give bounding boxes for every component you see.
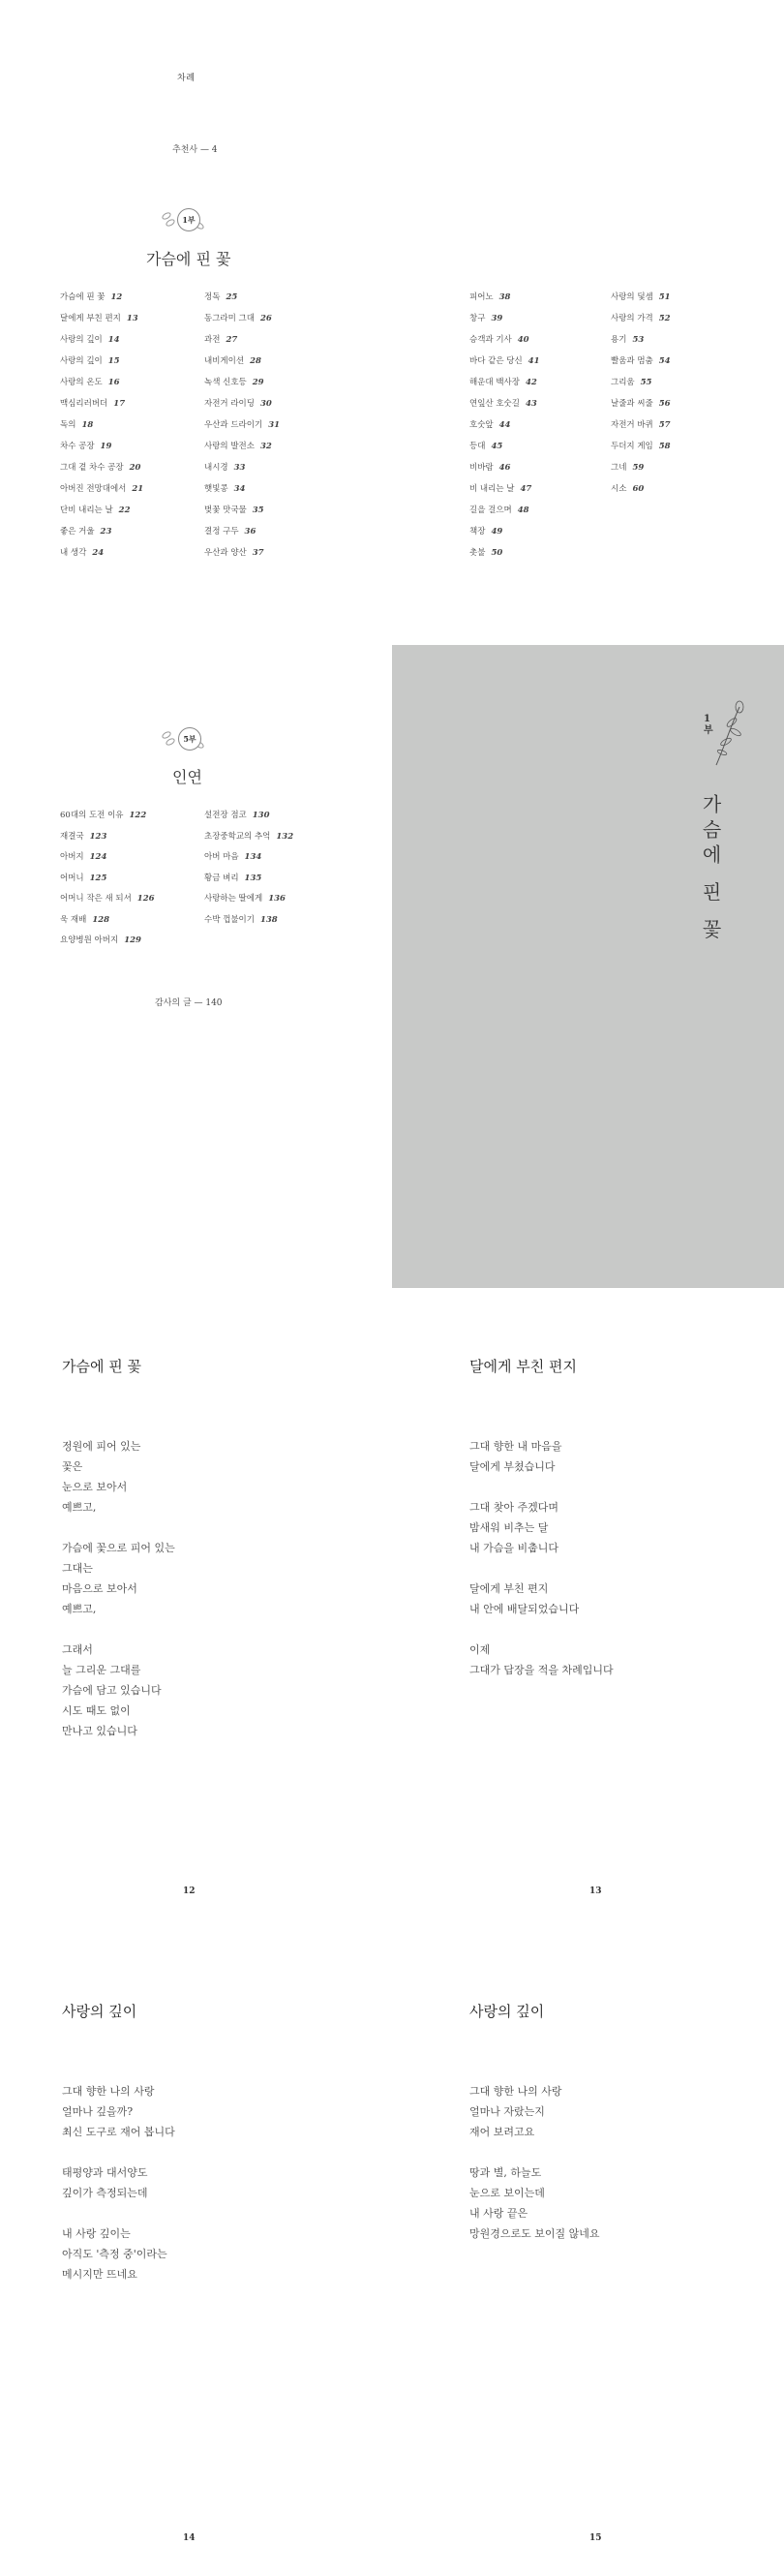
toc-entry-page: 29 (252, 378, 264, 387)
toc-entry-title: 내시경 (204, 463, 228, 473)
toc-entry (204, 809, 270, 820)
toc-entry (469, 312, 502, 323)
toc-entry (204, 354, 261, 366)
toc-entry (611, 418, 671, 430)
toc-entry-page: 124 (89, 852, 107, 862)
poem-line: 만나고 있습니다 (62, 1725, 137, 1737)
toc-entry-title: 승객과 기사 (469, 335, 512, 345)
part5-badge: 5부 (178, 727, 201, 751)
toc-entry-page: 44 (498, 420, 511, 430)
toc-entry-page: 52 (658, 314, 671, 323)
toc-entry-title: 책장 (469, 527, 486, 537)
part1-badge: 1부 (177, 208, 200, 231)
toc-entry-title: 벚꽃 맛국물 (204, 506, 247, 515)
toc-entry-title: 사랑의 가격 (611, 314, 653, 323)
toc-entry-page: 12 (110, 292, 123, 302)
toc-entry-title: 황금 벼리 (204, 873, 239, 883)
toc-entry (204, 376, 264, 387)
toc-entry-page: 55 (640, 378, 652, 387)
toc-entry-title: 과전 (204, 335, 221, 345)
poem-line: 눈으로 보아서 (62, 1481, 128, 1493)
toc-entry-page: 134 (244, 852, 262, 862)
toc-entry (60, 461, 140, 473)
toc-entry-title: 사랑의 덫셈 (611, 292, 653, 302)
toc-entry (611, 461, 644, 473)
toc-entry-page: 31 (268, 420, 281, 430)
afterword-entry: 감사의 글 — 140 (155, 998, 223, 1008)
toc-entry (204, 892, 286, 904)
toc-entry (204, 418, 280, 430)
toc-entry-page: 28 (250, 356, 261, 366)
toc-entry-title: 정독 (204, 292, 221, 302)
toc-entry-title: 60대의 도전 이유 (60, 811, 124, 820)
toc-entry (60, 291, 122, 302)
toc-entry-page: 58 (658, 442, 671, 451)
toc-entry (60, 809, 146, 820)
toc-entry-title: 초장중학교의 추억 (204, 831, 271, 842)
poem-line: 예쁘고, (62, 1501, 97, 1514)
part1-title: 가슴에 핀 꽃 (146, 250, 231, 268)
toc-entry-title: 녹색 신호등 (204, 378, 247, 387)
toc-entry-page: 20 (129, 463, 141, 473)
toc-entry-page: 24 (92, 548, 105, 558)
toc-entry-title: 자전거 바퀴 (611, 420, 653, 430)
toc-entry-page: 30 (259, 399, 272, 409)
toc-entry-page: 136 (268, 894, 286, 904)
toc-entry (469, 482, 531, 494)
toc-entry (611, 397, 671, 409)
toc-entry (204, 397, 272, 409)
toc-entry (60, 525, 111, 537)
poem-line: 그대는 (62, 1562, 93, 1575)
toc-entry-page: 34 (233, 484, 246, 494)
poem-line: 내 사랑 깊이는 (62, 2227, 131, 2240)
poem-line: 내 안에 배달되었습니다 (469, 1603, 580, 1615)
toc-entry (60, 482, 143, 494)
toc-entry-title: 연잎산 호숫길 (469, 399, 520, 409)
toc-entry (60, 830, 106, 842)
toc-entry-title: 비 내리는 날 (469, 484, 515, 494)
toc-entry-title: 좋은 거울 (60, 527, 95, 537)
toc-entry-title: 그리움 (611, 378, 635, 387)
toc-entry-page: 135 (244, 873, 262, 883)
toc-entry (60, 333, 120, 345)
toc-entry (60, 440, 111, 451)
toc-entry (469, 376, 537, 387)
toc-entry (469, 354, 540, 366)
poem-line: 내 사랑 끝은 (469, 2207, 528, 2220)
toc-entry-page: 25 (226, 292, 238, 302)
toc-entry (611, 312, 671, 323)
toc-entry (60, 872, 106, 883)
poem-line: 땅과 별, 하늘도 (469, 2166, 542, 2179)
toc-entry-title: 바다 같은 당신 (469, 356, 523, 366)
poem-line: 가슴에 꽃으로 피어 있는 (62, 1542, 175, 1554)
toc-entry (204, 546, 264, 558)
toc-entry-page: 38 (498, 292, 511, 302)
toc-entry-title: 촛불 (469, 548, 486, 558)
toc-entry-title: 가슴에 핀 꽃 (60, 292, 106, 302)
toc-entry (204, 333, 237, 345)
toc-entry (469, 397, 537, 409)
poem-line: 달에게 부친 편지 (469, 1582, 549, 1595)
toc-entry (611, 354, 671, 366)
toc-entry (60, 913, 109, 925)
toc-entry-page: 21 (132, 484, 144, 494)
toc-entry (204, 850, 261, 862)
toc-entry-page: 40 (517, 335, 529, 345)
toc-entry-page: 53 (632, 335, 645, 345)
toc-entry-title: 아버 마음 (204, 852, 239, 862)
toc-entry-page: 47 (520, 484, 532, 494)
poem-line: 꽃은 (62, 1460, 83, 1473)
toc-entry (611, 482, 644, 494)
toc-entry-page: 57 (658, 420, 671, 430)
toc-entry (469, 525, 502, 537)
page-number: 12 (183, 1886, 196, 1896)
toc-entry-page: 39 (491, 314, 503, 323)
toc-entry (204, 830, 293, 842)
toc-entry-page: 48 (517, 506, 529, 515)
poem-line: 가슴에 담고 있습니다 (62, 1684, 162, 1697)
toc-entry-title: 빨움과 멈춤 (611, 356, 653, 366)
toc-entry-page: 13 (126, 314, 138, 323)
toc-entry-page: 16 (107, 378, 120, 387)
poem-line: 마음으로 보아서 (62, 1582, 137, 1595)
toc-entry-title: 사랑하는 딸에게 (204, 894, 263, 904)
toc-entry-title: 설전장 점코 (204, 811, 247, 820)
toc-entry (469, 440, 502, 451)
poem-title: 사랑의 깊이 (62, 2003, 137, 2020)
toc-entry-title: 동그라미 그대 (204, 314, 255, 323)
toc-entry (60, 376, 120, 387)
toc-entry-title: 두더지 게임 (611, 442, 653, 451)
divider-badge: 1부 (704, 714, 713, 736)
toc-entry-page: 125 (89, 873, 107, 883)
poem-title: 달에게 부친 편지 (469, 1358, 577, 1375)
poem-line: 내 가슴을 비춥니다 (469, 1542, 559, 1554)
divider-title: 가슴에 핀 꽃 (699, 794, 722, 944)
toc-entry-page: 36 (244, 527, 256, 537)
toc-entry-page: 54 (658, 356, 671, 366)
toc-entry (60, 312, 138, 323)
toc-entry-title: 피어노 (469, 292, 494, 302)
toc-entry (204, 440, 272, 451)
poem-line: 얼마나 깊을까? (62, 2105, 134, 2118)
poem-line: 그대 향한 나의 사랑 (62, 2085, 155, 2098)
toc-entry (204, 312, 272, 323)
toc-entry (60, 892, 155, 904)
toc-entry-title: 자전거 라이딩 (204, 399, 255, 409)
toc-entry (60, 397, 125, 409)
toc-entry-page: 59 (632, 463, 645, 473)
toc-entry (611, 333, 644, 345)
toc-entry-page: 22 (118, 506, 131, 515)
poem-line: 달에게 부쳤습니다 (469, 1460, 556, 1473)
toc-entry-title: 사랑의 깊이 (60, 335, 103, 345)
toc-entry-title: 그네 (611, 463, 627, 473)
toc-entry (469, 291, 510, 302)
toc-entry-page: 50 (491, 548, 503, 558)
toc-entry-title: 그대 곁 차수 공장 (60, 463, 124, 473)
toc-entry-title: 수박 껍불이기 (204, 914, 255, 925)
poem-line: 메시지만 뜨네요 (62, 2268, 137, 2281)
toc-entry-title: 재결국 (60, 831, 84, 842)
toc-entry (60, 418, 93, 430)
poem-line: 재어 보려고요 (469, 2126, 535, 2138)
toc-entry-title: 결정 구두 (204, 527, 239, 537)
toc-entry-title: 내 생각 (60, 548, 87, 558)
toc-entry-title: 우산과 양산 (204, 548, 247, 558)
toc-entry-page: 49 (491, 527, 503, 537)
toc-entry (611, 440, 671, 451)
poem-line: 그래서 (62, 1643, 93, 1656)
toc-entry-title: 해운대 백사장 (469, 378, 520, 387)
poem-line: 아직도 '측정 중'이라는 (62, 2248, 167, 2260)
toc-entry-page: 56 (658, 399, 671, 409)
toc-entry (469, 461, 510, 473)
poem-line: 그대 향한 내 마음을 (469, 1440, 562, 1453)
toc-entry (204, 482, 245, 494)
toc-entry-page: 14 (107, 335, 120, 345)
poem-line: 밤새워 비추는 달 (469, 1521, 549, 1534)
poem-line: 그대가 답장을 적을 차례입니다 (469, 1664, 614, 1676)
toc-entry-title: 창구 (469, 314, 486, 323)
page-number: 13 (589, 1886, 602, 1896)
toc-entry (60, 504, 131, 515)
poem-line: 얼마나 자랐는지 (469, 2105, 545, 2118)
toc-entry-title: 차수 공장 (60, 442, 95, 451)
toc-entry (60, 850, 106, 862)
toc-entry (204, 504, 264, 515)
toc-entry-title: 사랑의 깊이 (60, 356, 103, 366)
toc-entry-page: 132 (276, 831, 294, 842)
toc-heading: 차례 (177, 74, 196, 83)
toc-entry-page: 41 (528, 356, 540, 366)
toc-entry-title: 독의 (60, 420, 76, 430)
toc-entry (204, 461, 245, 473)
toc-recommend: 추천사 — 4 (172, 145, 218, 155)
toc-entry-title: 사랑의 발전소 (204, 442, 255, 451)
poem-line: 깊이가 측정되는데 (62, 2187, 148, 2199)
toc-entry-page: 32 (259, 442, 272, 451)
toc-entry-page: 46 (498, 463, 511, 473)
toc-entry-page: 27 (226, 335, 238, 345)
poem-line: 태평양과 대서양도 (62, 2166, 148, 2179)
toc-entry-title: 비바람 (469, 463, 494, 473)
toc-entry-page: 42 (525, 378, 537, 387)
poem-line: 시도 때도 없이 (62, 1704, 131, 1717)
toc-entry-page: 15 (107, 356, 120, 366)
toc-entry-title: 호숫앞 (469, 420, 494, 430)
toc-entry-title: 길을 걸으며 (469, 506, 512, 515)
toc-entry (60, 546, 104, 558)
toc-entry (611, 376, 651, 387)
toc-entry-title: 어머니 (60, 873, 84, 883)
toc-entry-page: 26 (259, 314, 272, 323)
poem-line: 정원에 피어 있는 (62, 1440, 141, 1453)
toc-entry-title: 햇빛콩 (204, 484, 228, 494)
toc-entry (469, 333, 529, 345)
toc-entry-page: 138 (259, 914, 278, 925)
poem-line: 늘 그리운 그대를 (62, 1664, 141, 1676)
toc-entry-title: 내비게이션 (204, 356, 245, 366)
toc-entry-title: 시소 (611, 484, 627, 494)
toc-entry-page: 45 (491, 442, 503, 451)
toc-entry (611, 291, 671, 302)
toc-entry-title: 아버지 (60, 852, 84, 862)
toc-entry-page: 17 (113, 399, 126, 409)
toc-entry-title: 우산과 드라이기 (204, 420, 263, 430)
toc-entry-page: 122 (129, 811, 147, 820)
toc-entry (469, 418, 510, 430)
page-number: 14 (183, 2533, 196, 2543)
poem-line: 예쁘고, (62, 1603, 97, 1615)
toc-entry-page: 123 (89, 831, 107, 842)
poem-line: 이제 (469, 1643, 491, 1656)
toc-entry (469, 504, 529, 515)
toc-entry-page: 130 (252, 811, 270, 820)
poem-line: 망원경으로도 보이질 않네요 (469, 2227, 600, 2240)
toc-entry-page: 126 (136, 894, 155, 904)
toc-entry-page: 129 (124, 935, 141, 945)
toc-entry-title: 날줄과 씨줄 (611, 399, 653, 409)
toc-entry-page: 51 (658, 292, 671, 302)
toc-entry (204, 525, 256, 537)
toc-entry (60, 934, 141, 945)
poem-line: 최신 도구로 재어 봅니다 (62, 2126, 175, 2138)
toc-entry-page: 18 (81, 420, 94, 430)
page-number: 15 (589, 2533, 602, 2543)
poem-title: 가슴에 핀 꽃 (62, 1358, 141, 1375)
toc-entry-title: 단비 내리는 날 (60, 506, 113, 515)
toc-entry-page: 43 (525, 399, 537, 409)
toc-entry-title: 욱 재배 (60, 914, 87, 925)
toc-entry-title: 용기 (611, 335, 627, 345)
toc-entry-page: 128 (92, 914, 110, 925)
toc-entry (204, 872, 261, 883)
toc-entry-title: 요양병원 아버지 (60, 935, 119, 945)
toc-entry (469, 546, 502, 558)
toc-entry (204, 913, 278, 925)
toc-entry-page: 33 (233, 463, 246, 473)
toc-entry-title: 어머니 작은 새 되셔 (60, 894, 132, 904)
toc-entry-page: 37 (252, 548, 264, 558)
poem-line: 그대 찾아 주겠다며 (469, 1501, 559, 1514)
toc-entry-title: 맥심리러버더 (60, 399, 108, 409)
toc-entry-title: 등대 (469, 442, 486, 451)
toc-entry-title: 사랑의 온도 (60, 378, 103, 387)
toc-entry (60, 354, 120, 366)
poem-title: 사랑의 깊이 (469, 2003, 545, 2020)
toc-entry-page: 35 (252, 506, 264, 515)
toc-entry-page: 60 (632, 484, 645, 494)
poem-line: 그대 향한 나의 사랑 (469, 2085, 562, 2098)
toc-entry-page: 19 (100, 442, 112, 451)
poem-line: 눈으로 보이는데 (469, 2187, 545, 2199)
part5-title: 인연 (172, 768, 202, 786)
toc-entry-title: 아버진 전망대에서 (60, 484, 127, 494)
toc-entry (204, 291, 237, 302)
toc-entry-title: 달에게 부친 편지 (60, 314, 121, 323)
toc-entry-page: 23 (100, 527, 112, 537)
